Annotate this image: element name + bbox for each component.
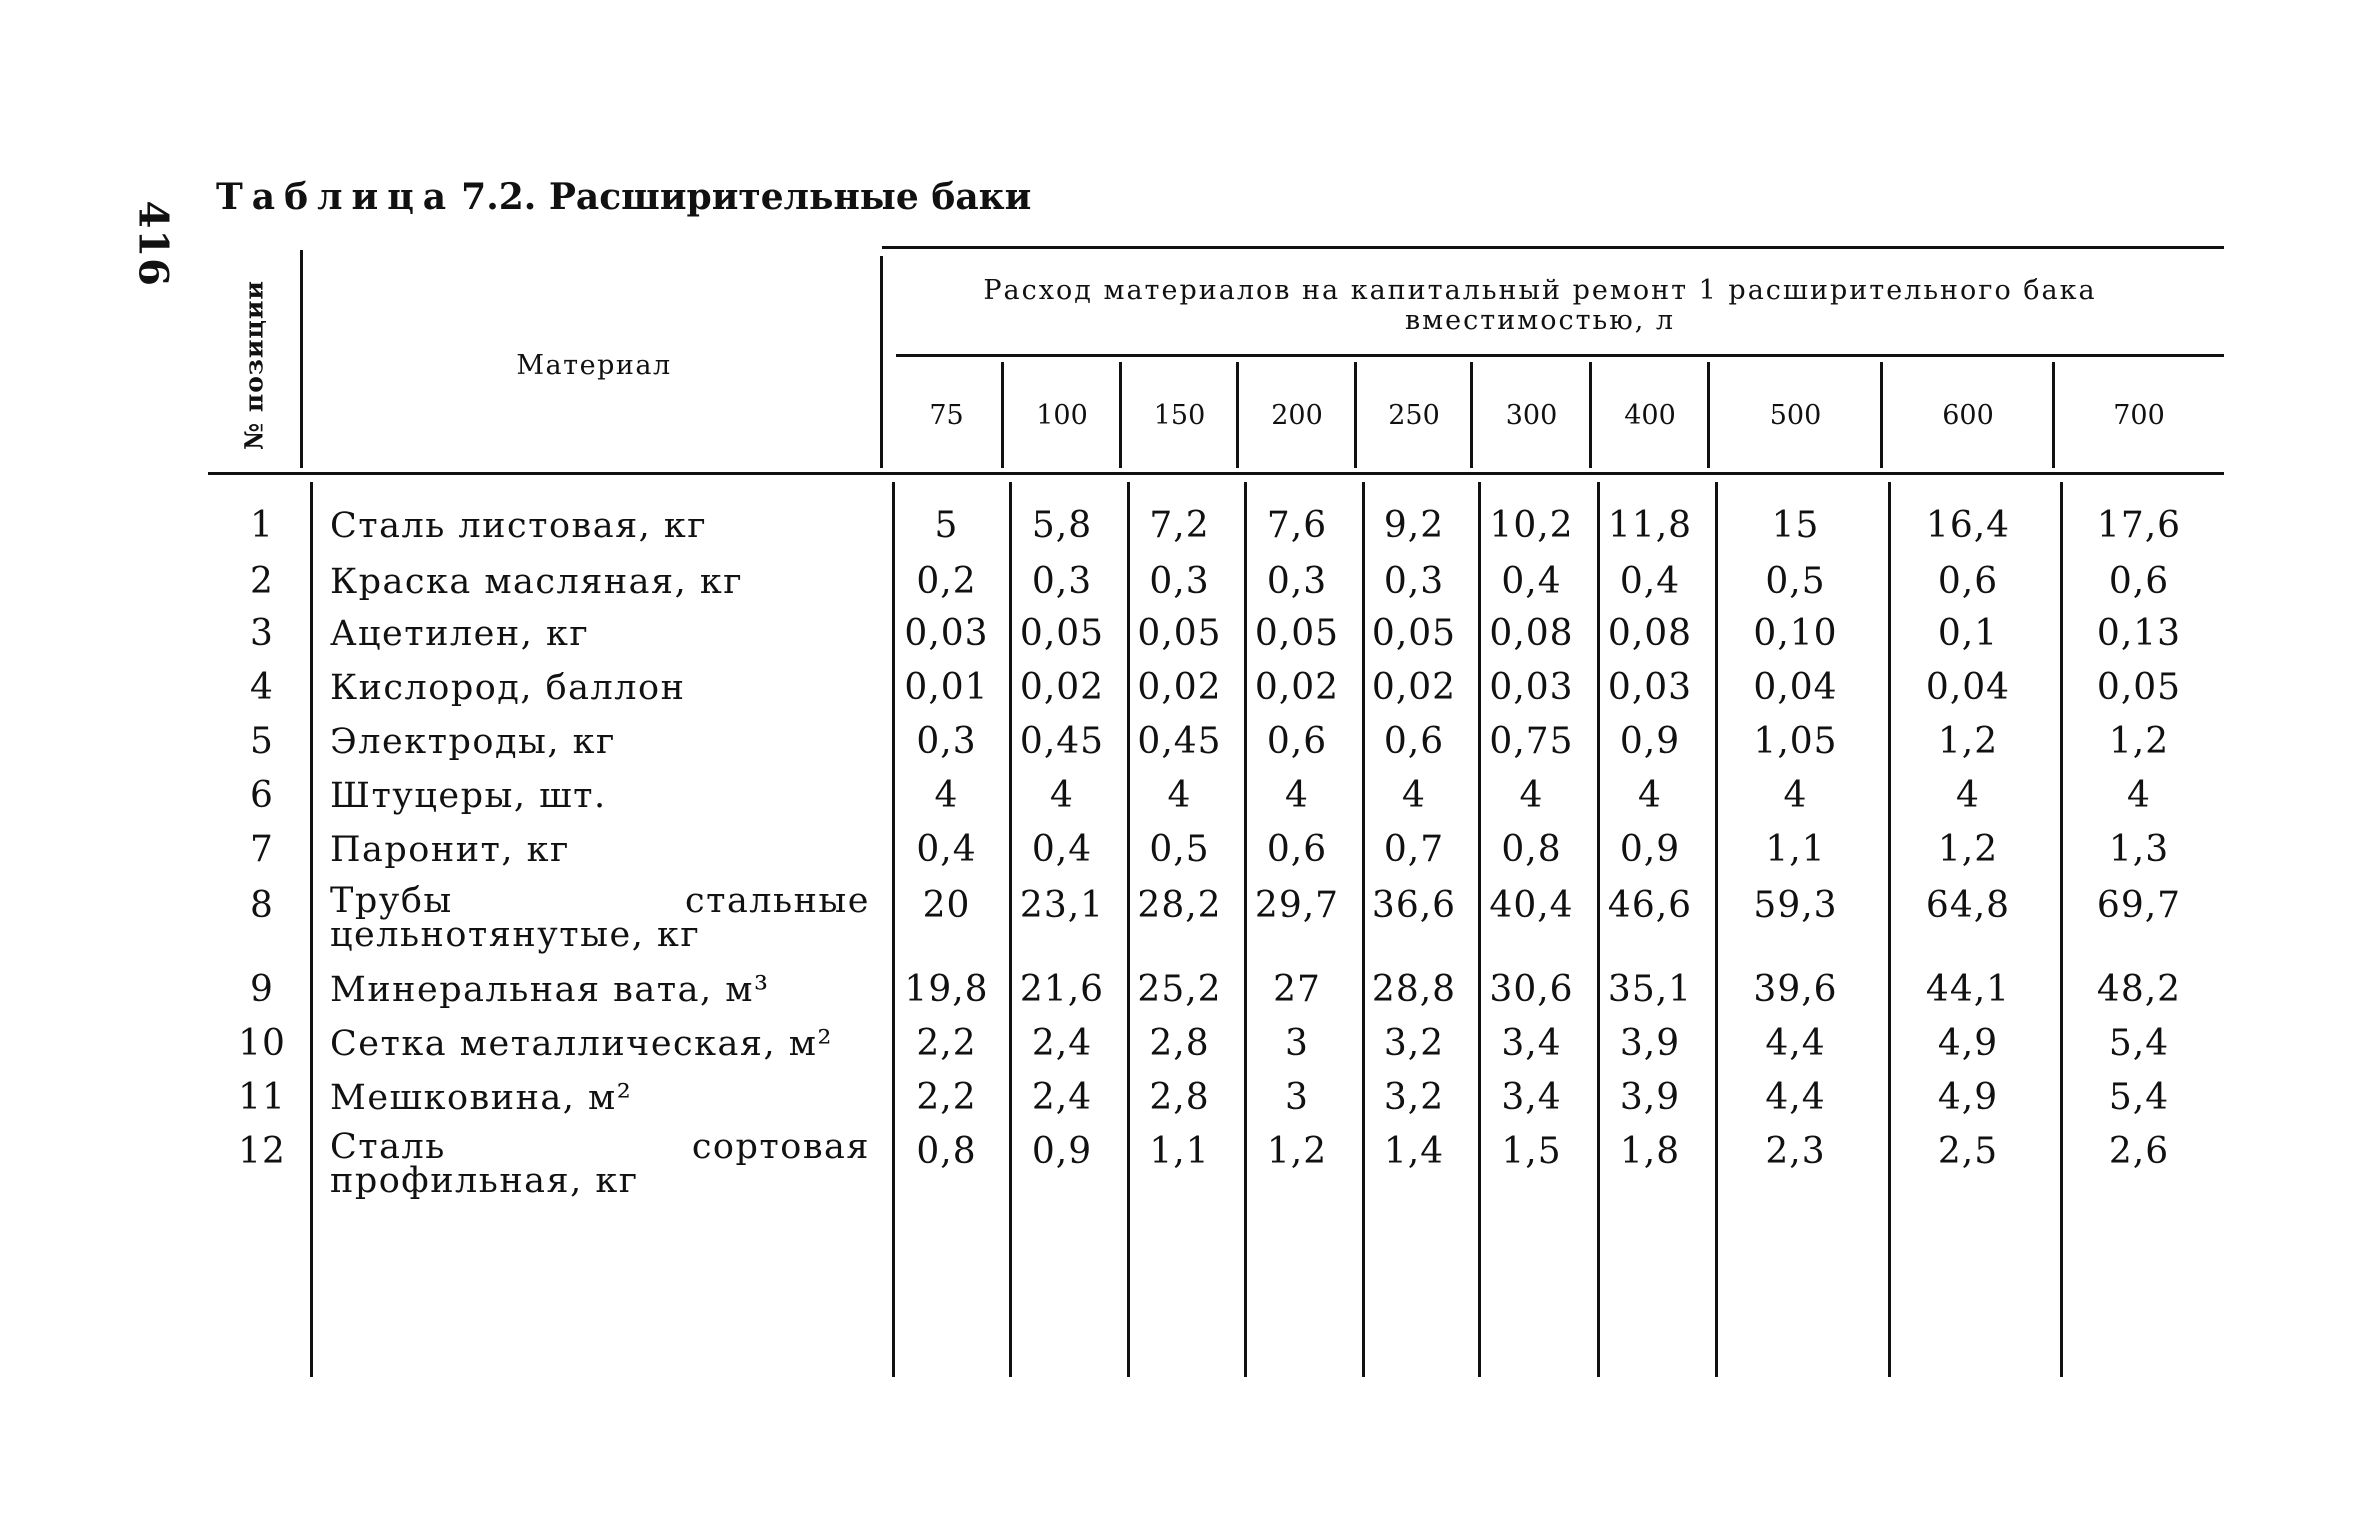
position-column-rule-header [300,250,303,468]
value-cell-300: 3,4 [1501,1023,1562,1064]
value-cell-600: 16,4 [1925,505,2011,546]
value-cell-150: 4 [1167,775,1192,816]
capacity-top-rule [896,354,2224,357]
value-cell-75: 4 [934,775,959,816]
value-cell-500: 0,5 [1765,561,1826,602]
value-cell-300: 40,4 [1489,885,1574,926]
value-cell-600: 0,04 [1925,667,2011,708]
capacity-header-300: 300 [1505,400,1558,431]
capacity-header-400: 400 [1624,400,1676,431]
value-cell-250: 3,2 [1383,1023,1445,1064]
capacity-header-100: 100 [1036,400,1088,431]
capacity-column-rule-header-8 [1880,362,1883,468]
value-cell-700: 0,05 [2096,667,2182,708]
header-top-rule [882,246,2224,249]
value-cell-400: 1,8 [1619,1131,1681,1172]
value-cell-500: 39,6 [1753,969,1838,1010]
value-cell-200: 27 [1273,969,1321,1010]
position-cell: 7 [250,829,274,870]
capacity-header-500: 500 [1769,400,1822,431]
capacity-header-250: 250 [1388,400,1440,431]
value-cell-150: 2,8 [1149,1077,1210,1118]
table-row [0,612,2362,666]
material-cell: Кислород, баллон [330,668,686,708]
value-cell-300: 1,5 [1501,1131,1562,1172]
value-cell-500: 4,4 [1765,1077,1826,1118]
value-cell-500: 0,10 [1753,613,1838,654]
value-cell-100: 0,3 [1031,561,1093,602]
value-cell-700: 1,2 [2108,721,2170,762]
value-cell-75: 0,01 [904,667,989,708]
material-header: Материал [516,350,672,381]
value-cell-400: 46,6 [1607,885,1693,926]
value-cell-700: 0,13 [2096,613,2182,654]
position-cell: 3 [250,613,274,654]
consumption-caption: Расход материалов на капитальный ремонт 1 расширительного бака вместимостью, л [983,275,2097,336]
position-cell: 8 [250,885,274,926]
value-cell-250: 0,05 [1371,613,1457,654]
value-cell-150: 0,5 [1149,829,1210,870]
value-cell-150: 7,2 [1149,505,1210,546]
position-header: № позиции [239,280,269,450]
value-cell-200: 0,05 [1254,613,1340,654]
value-cell-700: 2,6 [2108,1131,2170,1172]
material-cell: Трубы стальные цельнотянутые, кг [330,881,870,955]
value-cell-700: 17,6 [2096,505,2182,546]
value-cell-75: 19,8 [904,969,989,1010]
material-column-rule-header [880,256,883,468]
value-cell-400: 0,9 [1619,721,1681,762]
value-cell-400: 0,9 [1619,829,1681,870]
position-cell: 4 [250,667,274,708]
material-cell: Ацетилен, кг [330,614,590,654]
value-cell-100: 21,6 [1019,969,1105,1010]
material-cell: Электроды, кг [330,722,616,762]
position-cell: 9 [250,969,274,1010]
value-cell-150: 0,02 [1137,667,1222,708]
material-cell: Сетка металлическая, м² [330,1024,833,1064]
value-cell-300: 0,4 [1501,561,1562,602]
value-cell-600: 0,1 [1937,613,1999,654]
value-cell-100: 5,8 [1031,505,1093,546]
value-cell-250: 9,2 [1383,505,1445,546]
value-cell-500: 15 [1771,505,1820,546]
capacity-column-rule-header-5 [1470,362,1473,468]
position-cell: 5 [250,721,274,762]
value-cell-600: 1,2 [1937,829,1999,870]
table-row [0,666,2362,720]
value-cell-600: 2,5 [1937,1131,1999,1172]
table-row [0,1022,2362,1076]
value-cell-250: 1,4 [1383,1131,1445,1172]
table-row [0,504,2362,558]
value-cell-100: 2,4 [1031,1023,1093,1064]
material-cell: Краска масляная, кг [330,562,744,602]
value-cell-100: 0,4 [1031,829,1093,870]
position-cell: 2 [250,561,274,602]
material-cell: Сталь листовая, кг [330,506,708,546]
value-cell-75: 0,2 [916,561,977,602]
table-row [0,968,2362,1022]
value-cell-600: 0,6 [1937,561,1999,602]
capacity-column-rule-header-2 [1119,362,1122,468]
value-cell-400: 35,1 [1607,969,1693,1010]
value-cell-75: 0,3 [916,721,977,762]
value-cell-500: 1,05 [1753,721,1838,762]
value-cell-500: 0,04 [1753,667,1838,708]
value-cell-200: 0,02 [1254,667,1340,708]
value-cell-700: 5,4 [2108,1077,2170,1118]
page-number: 416 [129,200,177,287]
material-cell: Сталь сортовая профильная, кг [330,1127,870,1201]
table-row [0,1127,2362,1201]
header-bottom-rule [208,472,2224,475]
value-cell-700: 0,6 [2108,561,2170,602]
position-cell: 6 [250,775,274,816]
value-cell-250: 0,7 [1383,829,1445,870]
value-cell-75: 20 [922,885,971,926]
material-cell: Мешковина, м² [330,1078,633,1118]
value-cell-300: 0,03 [1489,667,1574,708]
value-cell-150: 2,8 [1149,1023,1210,1064]
value-cell-300: 0,8 [1501,829,1562,870]
value-cell-500: 2,3 [1765,1131,1826,1172]
value-cell-75: 2,2 [916,1023,977,1064]
value-cell-700: 48,2 [2096,969,2182,1010]
value-cell-600: 44,1 [1925,969,2011,1010]
value-cell-100: 0,02 [1019,667,1105,708]
value-cell-500: 4,4 [1765,1023,1826,1064]
capacity-header-700: 700 [2113,400,2165,431]
value-cell-400: 0,08 [1607,613,1693,654]
value-cell-500: 4 [1783,775,1808,816]
value-cell-150: 28,2 [1137,885,1222,926]
value-cell-700: 5,4 [2108,1023,2170,1064]
position-cell: 1 [250,505,274,546]
value-cell-75: 0,03 [904,613,989,654]
value-cell-100: 0,45 [1019,721,1105,762]
value-cell-150: 0,45 [1137,721,1222,762]
value-cell-400: 0,4 [1619,561,1681,602]
value-cell-150: 0,05 [1137,613,1222,654]
value-cell-200: 1,2 [1266,1131,1328,1172]
value-cell-400: 11,8 [1607,505,1693,546]
value-cell-500: 1,1 [1765,829,1826,870]
value-cell-600: 4 [1956,775,1980,816]
table-row [0,828,2362,882]
capacity-column-rule-header-9 [2052,362,2055,468]
value-cell-600: 1,2 [1937,721,1999,762]
table-row [0,1076,2362,1130]
value-cell-250: 0,3 [1383,561,1445,602]
value-cell-700: 69,7 [2096,885,2182,926]
value-cell-500: 59,3 [1753,885,1838,926]
value-cell-250: 4 [1402,775,1426,816]
table-title [216,176,1031,218]
value-cell-600: 64,8 [1925,885,2011,926]
material-cell: Штуцеры, шт. [330,776,607,816]
value-cell-200: 4 [1285,775,1309,816]
value-cell-300: 10,2 [1489,505,1574,546]
value-cell-300: 30,6 [1489,969,1574,1010]
value-cell-250: 0,02 [1371,667,1457,708]
value-cell-300: 0,75 [1489,721,1574,762]
value-cell-150: 0,3 [1149,561,1210,602]
capacity-header-75: 75 [929,400,964,431]
table-row [0,774,2362,828]
value-cell-400: 0,03 [1607,667,1693,708]
capacity-column-rule-header-3 [1236,362,1239,468]
value-cell-250: 0,6 [1383,721,1445,762]
value-cell-300: 0,08 [1489,613,1574,654]
capacity-column-rule-header-4 [1354,362,1357,468]
material-cell: Паронит, кг [330,830,570,870]
value-cell-250: 3,2 [1383,1077,1445,1118]
value-cell-100: 0,9 [1031,1131,1093,1172]
capacity-header-150: 150 [1153,400,1206,431]
value-cell-200: 29,7 [1254,885,1340,926]
capacity-column-rule-header-7 [1707,362,1710,468]
capacity-column-rule-header-1 [1001,362,1004,468]
value-cell-300: 3,4 [1501,1077,1562,1118]
capacity-header-600: 600 [1942,400,1994,431]
value-cell-200: 3 [1285,1077,1309,1118]
table-title-rest: 7.2. Расширительные баки [461,176,1032,218]
value-cell-200: 7,6 [1266,505,1328,546]
value-cell-700: 1,3 [2108,829,2170,870]
value-cell-75: 0,4 [916,829,977,870]
material-cell: Минеральная вата, м³ [330,970,770,1010]
value-cell-100: 23,1 [1019,885,1105,926]
value-cell-200: 0,3 [1266,561,1328,602]
capacity-header-200: 200 [1271,400,1323,431]
position-cell: 12 [238,1131,286,1172]
value-cell-200: 0,6 [1266,721,1328,762]
value-cell-100: 0,05 [1019,613,1105,654]
value-cell-75: 2,2 [916,1077,977,1118]
value-cell-400: 3,9 [1619,1077,1681,1118]
value-cell-600: 4,9 [1937,1023,1999,1064]
value-cell-400: 4 [1638,775,1662,816]
value-cell-400: 3,9 [1619,1023,1681,1064]
value-cell-200: 0,6 [1266,829,1328,870]
value-cell-600: 4,9 [1937,1077,1999,1118]
value-cell-100: 2,4 [1031,1077,1093,1118]
position-cell: 10 [238,1023,286,1064]
value-cell-150: 25,2 [1137,969,1222,1010]
capacity-column-rule-header-6 [1589,362,1592,468]
value-cell-75: 0,8 [916,1131,977,1172]
position-cell: 11 [238,1077,286,1118]
value-cell-700: 4 [2127,775,2151,816]
value-cell-250: 28,8 [1371,969,1457,1010]
value-cell-200: 3 [1285,1023,1309,1064]
table-row [0,560,2362,614]
value-cell-150: 1,1 [1149,1131,1210,1172]
table-title-lead: Таблица [216,176,456,218]
value-cell-250: 36,6 [1371,885,1457,926]
table-row [0,881,2362,955]
value-cell-75: 5 [934,505,959,546]
table-row [0,720,2362,774]
value-cell-100: 4 [1050,775,1074,816]
value-cell-300: 4 [1519,775,1544,816]
